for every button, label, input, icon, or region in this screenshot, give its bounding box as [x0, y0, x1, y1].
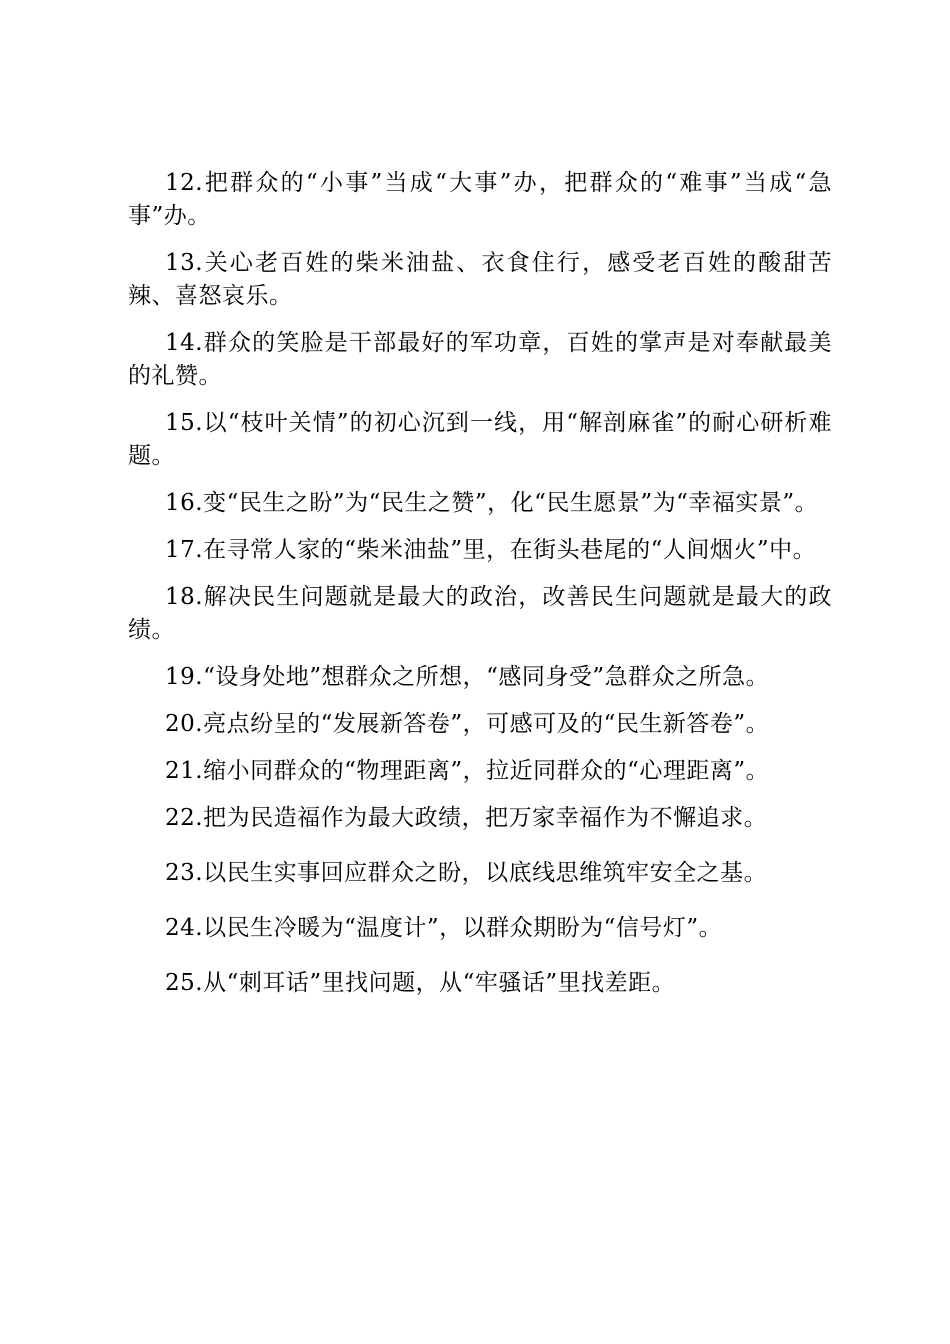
paragraph-17: 17.在寻常人家的“柴米油盐”里，在街头巷尾的“人间烟火”中。 — [165, 537, 817, 563]
paragraph-18: 18.解决民生问题就是最大的政治，改善民生问题就是最大的政绩。 — [128, 584, 832, 643]
document-body — [128, 167, 832, 1022]
paragraph-22: 22.把为民造福作为最大政绩，把万家幸福作为不懈追求。 — [165, 805, 768, 831]
paragraph-25: 25.从“刺耳话”里找问题，从“牢骚话”里找差距。 — [165, 970, 676, 996]
paragraph-12: 12.把群众的“小事”当成“大事”办，把群众的“难事”当成“急事”办。 — [128, 170, 832, 229]
paragraph-19: 19.“设身处地”想群众之所想，“感同身受”急群众之所急。 — [165, 664, 770, 690]
paragraph-15: 15.以“枝叶关情”的初心沉到一线，用“解剖麻雀”的耐心研析难题。 — [128, 410, 832, 469]
paragraph-21: 21.缩小同群众的“物理距离”，拉近同群众的“心理距离”。 — [165, 758, 770, 784]
paragraph-14: 14.群众的笑脸是干部最好的军功章，百姓的掌声是对奉献最美的礼赞。 — [128, 330, 832, 389]
paragraph-20: 20.亮点纷呈的“发展新答卷”，可感可及的“民生新答卷”。 — [165, 711, 770, 737]
paragraph-16: 16.变“民生之盼”为“民生之赞”，化“民生愿景”为“幸福实景”。 — [165, 490, 819, 516]
paragraph-23: 23.以民生实事回应群众之盼，以底线思维筑牢安全之基。 — [165, 860, 768, 886]
paragraph-13: 13.关心老百姓的柴米油盐、衣食住行，感受老百姓的酸甜苦辣、喜怒哀乐。 — [128, 250, 832, 309]
paragraph-24: 24.以民生冷暖为“温度计”，以群众期盼为“信号灯”。 — [165, 915, 723, 941]
